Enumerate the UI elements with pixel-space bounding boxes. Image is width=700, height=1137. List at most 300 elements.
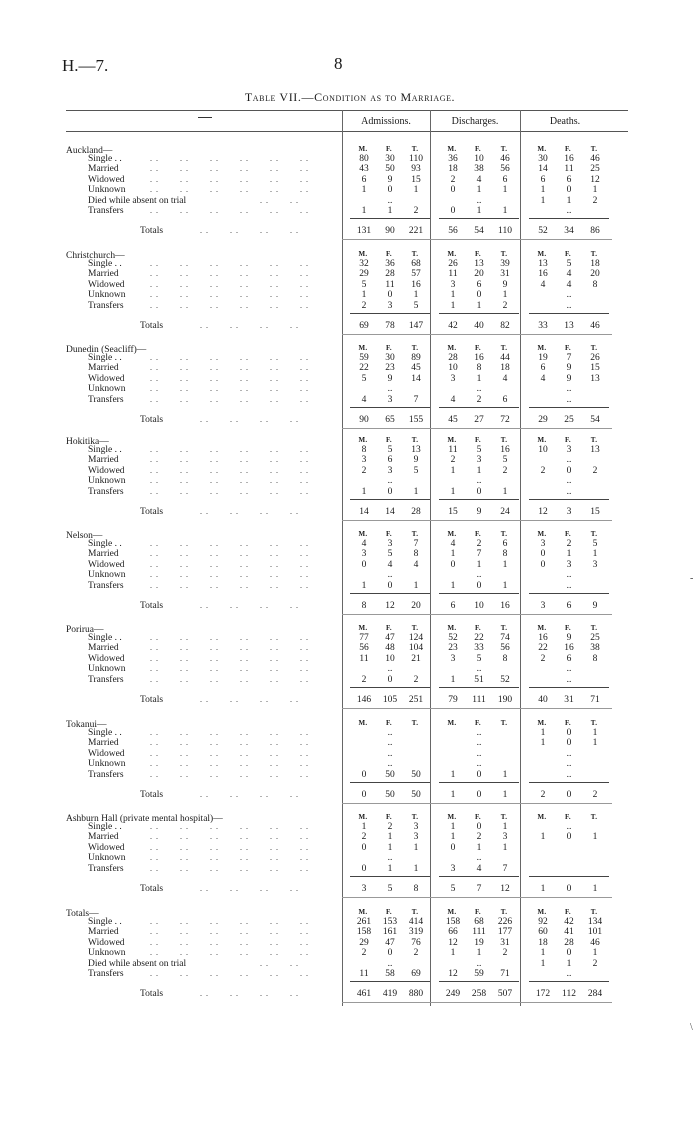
cell-value: 20 [474, 269, 484, 280]
totals-rule [350, 499, 430, 500]
cell-value: 5 [502, 455, 508, 466]
label-column-dash [198, 117, 212, 118]
section-name: Ashburn Hall (private mental hospital)— [66, 814, 223, 824]
totals-value: 1 [592, 884, 598, 894]
cell-value: 2 [450, 455, 456, 466]
table-row [0, 843, 700, 853]
cell-value: 28 [448, 353, 458, 363]
sex-column-header: F. [386, 624, 392, 632]
cell-value: 8 [413, 549, 419, 560]
totals-value: 3 [361, 884, 367, 894]
leader-dots: . . . . . . . . . . . . [150, 445, 309, 454]
row-label: Single . . [88, 917, 122, 927]
cell-value: .. [476, 476, 482, 487]
cell-value: 1 [450, 948, 456, 959]
totals-value: 90 [359, 415, 369, 425]
section-name: Totals— [66, 909, 99, 919]
sex-column-header: M. [447, 145, 457, 153]
totals-value: 14 [359, 507, 369, 517]
totals-value: 5 [450, 884, 456, 894]
cell-value: 4 [361, 539, 367, 549]
cell-value: 1 [476, 300, 482, 311]
sex-column-header: F. [386, 530, 392, 538]
table-row [0, 570, 700, 580]
table-row [0, 770, 700, 780]
cell-value: 5 [413, 300, 419, 311]
section-name: Tokanui— [66, 720, 107, 730]
row-label: Unknown [88, 384, 126, 395]
table-row [0, 384, 700, 394]
table-row [0, 445, 700, 455]
row-label: Single . . [88, 539, 122, 549]
cell-value: 4 [476, 863, 482, 874]
totals-value: 1 [540, 884, 546, 894]
cell-value: 6 [502, 394, 508, 405]
cell-value: 0 [476, 822, 482, 832]
table-row [0, 948, 700, 958]
totals-rule [439, 876, 519, 877]
table-row [0, 738, 700, 748]
totals-rule [350, 407, 430, 408]
cell-value: 1 [566, 549, 572, 560]
cell-value: 46 [500, 154, 510, 164]
totals-value: 14 [385, 507, 395, 517]
sex-column-header: M. [358, 719, 368, 727]
cell-value: 0 [361, 559, 367, 570]
totals-rule [350, 593, 430, 594]
row-label: Married [88, 927, 119, 938]
row-label: Widowed [88, 937, 125, 948]
cell-value: 0 [566, 948, 572, 959]
sex-column-header: T. [590, 908, 598, 916]
totals-value: 190 [497, 695, 513, 705]
sex-column-header: T. [590, 813, 598, 821]
sex-column-header: M. [537, 624, 547, 632]
table-row [0, 675, 700, 685]
totals-value: 42 [448, 321, 458, 331]
cell-value: 5 [592, 539, 598, 549]
leader-dots: . . . . . . . . . . . . [150, 759, 309, 769]
section-name: Dunedin (Seacliff)— [66, 345, 147, 355]
leader-dots: . . . . . . . . . . . . [150, 363, 309, 373]
row-label: Transfers [88, 580, 124, 591]
cell-value: 3 [387, 300, 393, 311]
totals-label: Totals [140, 884, 164, 894]
leader-dots: . . . . . . . . . . . . [150, 832, 309, 842]
row-label: Married [88, 363, 119, 374]
cell-value: 226 [497, 917, 513, 927]
sex-column-header: T. [500, 908, 508, 916]
cell-value: 31 [500, 937, 510, 948]
sex-column-header: F. [386, 436, 392, 444]
cell-value: .. [476, 570, 482, 581]
cell-value: 1 [476, 185, 482, 196]
cell-value: 1 [387, 842, 393, 853]
leader-dots: . . . . . . . . . . . . [150, 728, 309, 737]
table-row [0, 476, 700, 486]
cell-value: 29 [359, 937, 369, 948]
cell-value: 7 [566, 353, 572, 363]
totals-value: 40 [538, 695, 548, 705]
cell-value: 3 [413, 822, 419, 832]
cell-value: 39 [500, 259, 510, 269]
cell-value: 3 [566, 445, 572, 455]
row-label: Single . . [88, 633, 122, 643]
cell-value: 5 [361, 373, 367, 384]
row-label: Married [88, 643, 119, 654]
cell-value: 16 [538, 269, 548, 280]
cell-value: 261 [356, 917, 372, 927]
totals-value: 56 [448, 226, 458, 237]
cell-value: 3 [450, 653, 456, 664]
cell-value: 2 [361, 300, 367, 311]
cell-value: 1 [361, 290, 367, 301]
leader-dots: . . . . . . . . . . . . [150, 769, 309, 779]
totals-rule [529, 981, 609, 982]
table-row [0, 196, 700, 206]
totals-value: 0 [476, 790, 482, 800]
cell-value: 18 [538, 937, 548, 948]
cell-value: 3 [361, 549, 367, 560]
admissions-header: Admissions. [361, 116, 411, 127]
cell-value: 74 [500, 633, 510, 643]
cell-value: 46 [590, 154, 600, 164]
sex-column-header: F. [565, 530, 571, 538]
cell-value: 3 [450, 279, 456, 290]
table-row [0, 664, 700, 674]
cell-value: 11 [359, 969, 369, 979]
cell-value: 1 [413, 863, 419, 874]
totals-value: 50 [411, 790, 421, 800]
cell-value: 16 [411, 279, 421, 290]
cell-value: 3 [387, 394, 393, 405]
cell-value: 44 [500, 353, 510, 363]
leader-dots: . . . . . . . . [200, 321, 299, 330]
cell-value: 2 [540, 653, 546, 664]
leader-dots: . . . . . . . . . . . . [150, 674, 309, 684]
totals-value: 16 [500, 601, 510, 611]
cell-value: 0 [540, 559, 546, 570]
sex-column-header: F. [386, 908, 392, 916]
cell-value: 0 [476, 769, 482, 780]
sex-column-header: F. [565, 145, 571, 153]
sex-column-header: T. [590, 344, 598, 352]
cell-value: .. [566, 969, 572, 979]
section-name: Auckland— [66, 146, 113, 156]
leader-dots: . . . . . . . . . . . . [150, 748, 309, 758]
cell-value: 32 [359, 259, 369, 269]
cell-value: 0 [476, 580, 482, 591]
sex-column-header: T. [411, 250, 419, 258]
totals-rule [529, 499, 609, 500]
totals-value: 112 [562, 989, 576, 1000]
cell-value: 1 [540, 738, 546, 749]
sex-column-header: M. [447, 813, 457, 821]
cell-value: .. [387, 759, 393, 770]
table-row [0, 269, 700, 279]
cell-value: 5 [566, 259, 572, 269]
cell-value: 9 [566, 633, 572, 643]
leader-dots: . . . . . . . . . . . . [150, 842, 309, 852]
cell-value: 13 [590, 373, 600, 384]
cell-value: .. [566, 748, 572, 759]
cell-value: 4 [566, 279, 572, 290]
cell-value: 66 [448, 927, 458, 938]
margin-mark: - [690, 573, 694, 584]
section-rule [342, 1002, 612, 1003]
totals-rule [439, 981, 519, 982]
cell-value: 77 [359, 633, 369, 643]
cell-value: 6 [566, 174, 572, 185]
cell-value: 68 [411, 259, 421, 269]
table-row [0, 853, 700, 863]
row-label: Unknown [88, 759, 126, 770]
cell-value: 20 [590, 269, 600, 280]
sex-column-header: F. [475, 624, 481, 632]
cell-value: 36 [385, 259, 395, 269]
leader-dots: . . . . . . . . . . . . [150, 559, 309, 569]
totals-value: 9 [476, 507, 482, 517]
totals-value: 2 [592, 790, 598, 800]
cell-value: 5 [476, 653, 482, 664]
cell-value: .. [566, 206, 572, 216]
row-label: Transfers [88, 206, 124, 216]
cell-value: 2 [592, 465, 598, 476]
cell-value: 4 [387, 559, 393, 570]
cell-value: 47 [385, 633, 395, 643]
leader-dots: . . . . . . . . . . . . [150, 476, 309, 486]
cell-value: 18 [590, 259, 600, 269]
sex-column-header: T. [411, 145, 419, 153]
cell-value: .. [387, 476, 393, 487]
cell-value: 23 [385, 363, 395, 374]
cell-value: 16 [500, 445, 510, 455]
cell-value: 1 [413, 185, 419, 196]
totals-value: 3 [540, 601, 546, 611]
cell-value: 1 [540, 195, 546, 206]
cell-value: 5 [476, 445, 482, 455]
cell-value: 71 [500, 969, 510, 979]
cell-value: 1 [476, 842, 482, 853]
cell-value: 0 [361, 842, 367, 853]
table-row [0, 549, 700, 559]
leader-dots: . . . . [260, 958, 299, 968]
cell-value: 0 [387, 948, 393, 959]
totals-value: 13 [564, 321, 574, 331]
cell-value: 1 [476, 206, 482, 216]
cell-value: 5 [361, 279, 367, 290]
cell-value: 5 [387, 549, 393, 560]
cell-value: 11 [448, 445, 458, 455]
cell-value: 11 [385, 279, 395, 290]
cell-value: 8 [361, 445, 367, 455]
cell-value: 1 [476, 559, 482, 570]
sex-column-header: T. [500, 344, 508, 352]
sex-column-header: T. [500, 145, 508, 153]
totals-value: 0 [361, 790, 367, 800]
cell-value: 0 [387, 486, 393, 497]
table-row [0, 395, 700, 405]
totals-value: 507 [497, 989, 513, 1000]
section-rule [342, 239, 612, 240]
row-label: Unknown [88, 476, 126, 487]
sex-column-header: M. [358, 250, 368, 258]
cell-value: 1 [450, 822, 456, 832]
table-row [0, 290, 700, 300]
sex-column-header: M. [447, 908, 457, 916]
cell-value: 110 [409, 154, 423, 164]
cell-value: .. [476, 958, 482, 969]
cell-value: 60 [538, 927, 548, 938]
totals-value: 54 [474, 226, 484, 237]
leader-dots: . . . . . . . . . . . . [150, 353, 309, 362]
cell-value: 6 [387, 455, 393, 466]
totals-value: 105 [382, 695, 398, 705]
cell-value: 1 [592, 728, 598, 738]
sex-column-header: M. [358, 813, 368, 821]
cell-value: 1 [387, 832, 393, 843]
table-row [0, 206, 700, 216]
cell-value: .. [387, 195, 393, 206]
sex-column-header: T. [590, 436, 598, 444]
sex-column-header: T. [500, 436, 508, 444]
cell-value: 45 [411, 363, 421, 374]
totals-value: 78 [385, 321, 395, 331]
table-row [0, 164, 700, 174]
sex-column-header: F. [565, 908, 571, 916]
totals-value: 31 [564, 695, 574, 705]
cell-value: 10 [538, 445, 548, 455]
row-label: Married [88, 455, 119, 466]
sex-column-header: F. [475, 344, 481, 352]
cell-value: .. [387, 570, 393, 581]
cell-value: 30 [385, 154, 395, 164]
leader-dots: . . . . . . . . [200, 507, 299, 516]
deaths-header: Deaths. [549, 116, 581, 127]
row-label: Unknown [88, 185, 126, 196]
cell-value: 38 [590, 643, 600, 654]
table-row [0, 643, 700, 653]
sex-column-header: F. [475, 908, 481, 916]
totals-value: 72 [500, 415, 510, 425]
cell-value: 1 [450, 486, 456, 497]
cell-value: 47 [385, 937, 395, 948]
sex-column-header: M. [358, 624, 368, 632]
cell-value: .. [387, 748, 393, 759]
table-row [0, 154, 700, 164]
cell-value: 4 [413, 559, 419, 570]
cell-value: 4 [566, 269, 572, 280]
leader-dots: . . . . . . . . [200, 601, 299, 610]
totals-value: 10 [474, 601, 484, 611]
cell-value: 2 [476, 832, 482, 843]
section-name: Hokitika— [66, 437, 109, 447]
table-row [0, 185, 700, 195]
totals-value: 52 [538, 226, 548, 237]
cell-value: 2 [361, 674, 367, 685]
cell-value: 11 [564, 164, 574, 175]
cell-value: 38 [474, 164, 484, 175]
cell-value: 31 [500, 269, 510, 280]
cell-value: .. [387, 728, 393, 738]
totals-value: 0 [566, 790, 572, 800]
cell-value: 4 [450, 539, 456, 549]
cell-value: 8 [502, 653, 508, 664]
totals-value: 3 [566, 507, 572, 517]
sex-column-header: M. [447, 436, 457, 444]
cell-value: 1 [450, 769, 456, 780]
sex-column-header: M. [358, 908, 368, 916]
cell-value: 13 [538, 259, 548, 269]
table-row [0, 633, 700, 643]
cell-value: 4 [540, 373, 546, 384]
cell-value: 89 [411, 353, 421, 363]
sex-column-header: F. [475, 145, 481, 153]
cell-value: 9 [387, 373, 393, 384]
cell-value: 2 [566, 539, 572, 549]
sex-column-header: T. [590, 624, 598, 632]
row-label: Married [88, 164, 119, 175]
row-label: Widowed [88, 465, 125, 476]
cell-value: 1 [413, 580, 419, 591]
row-label: Single . . [88, 154, 122, 164]
row-label: Transfers [88, 769, 124, 780]
row-label: Widowed [88, 174, 125, 185]
leader-dots: . . . . . . . . . . . . [150, 290, 309, 300]
sex-column-header: T. [500, 624, 508, 632]
section-name: Nelson— [66, 531, 103, 541]
cell-value: 1 [502, 842, 508, 853]
totals-value: 33 [538, 321, 548, 331]
cell-value: 9 [413, 455, 419, 466]
cell-value: 10 [448, 363, 458, 374]
cell-value: 1 [592, 832, 598, 843]
totals-rule [350, 782, 430, 783]
totals-value: 90 [385, 226, 395, 237]
sex-column-header: F. [386, 719, 392, 727]
cell-value: 0 [450, 559, 456, 570]
sex-column-header: T. [590, 145, 598, 153]
table-row [0, 728, 700, 738]
cell-value: 69 [411, 969, 421, 979]
cell-value: .. [476, 748, 482, 759]
cell-value: 12 [590, 174, 600, 185]
cell-value: .. [476, 738, 482, 749]
cell-value: 7 [413, 539, 419, 549]
sex-column-header: F. [565, 250, 571, 258]
cell-value: 56 [359, 643, 369, 654]
cell-value: 1 [502, 769, 508, 780]
section-rule [342, 520, 612, 521]
totals-value: 69 [359, 321, 369, 331]
cell-value: 23 [448, 643, 458, 654]
cell-value: 8 [592, 279, 598, 290]
cell-value: .. [387, 664, 393, 675]
cell-value: 1 [361, 822, 367, 832]
cell-value: 10 [474, 154, 484, 164]
table-row [0, 301, 700, 311]
totals-value: 258 [471, 989, 487, 1000]
totals-value: 8 [413, 884, 419, 894]
header-bottom-rule [66, 131, 628, 132]
cell-value: 1 [450, 580, 456, 591]
section-rule [342, 803, 612, 804]
totals-value: 50 [385, 790, 395, 800]
cell-value: 2 [476, 539, 482, 549]
leader-dots: . . . . . . . . . . . . [150, 486, 309, 496]
totals-value: 86 [590, 226, 600, 237]
cell-value: .. [566, 664, 572, 675]
